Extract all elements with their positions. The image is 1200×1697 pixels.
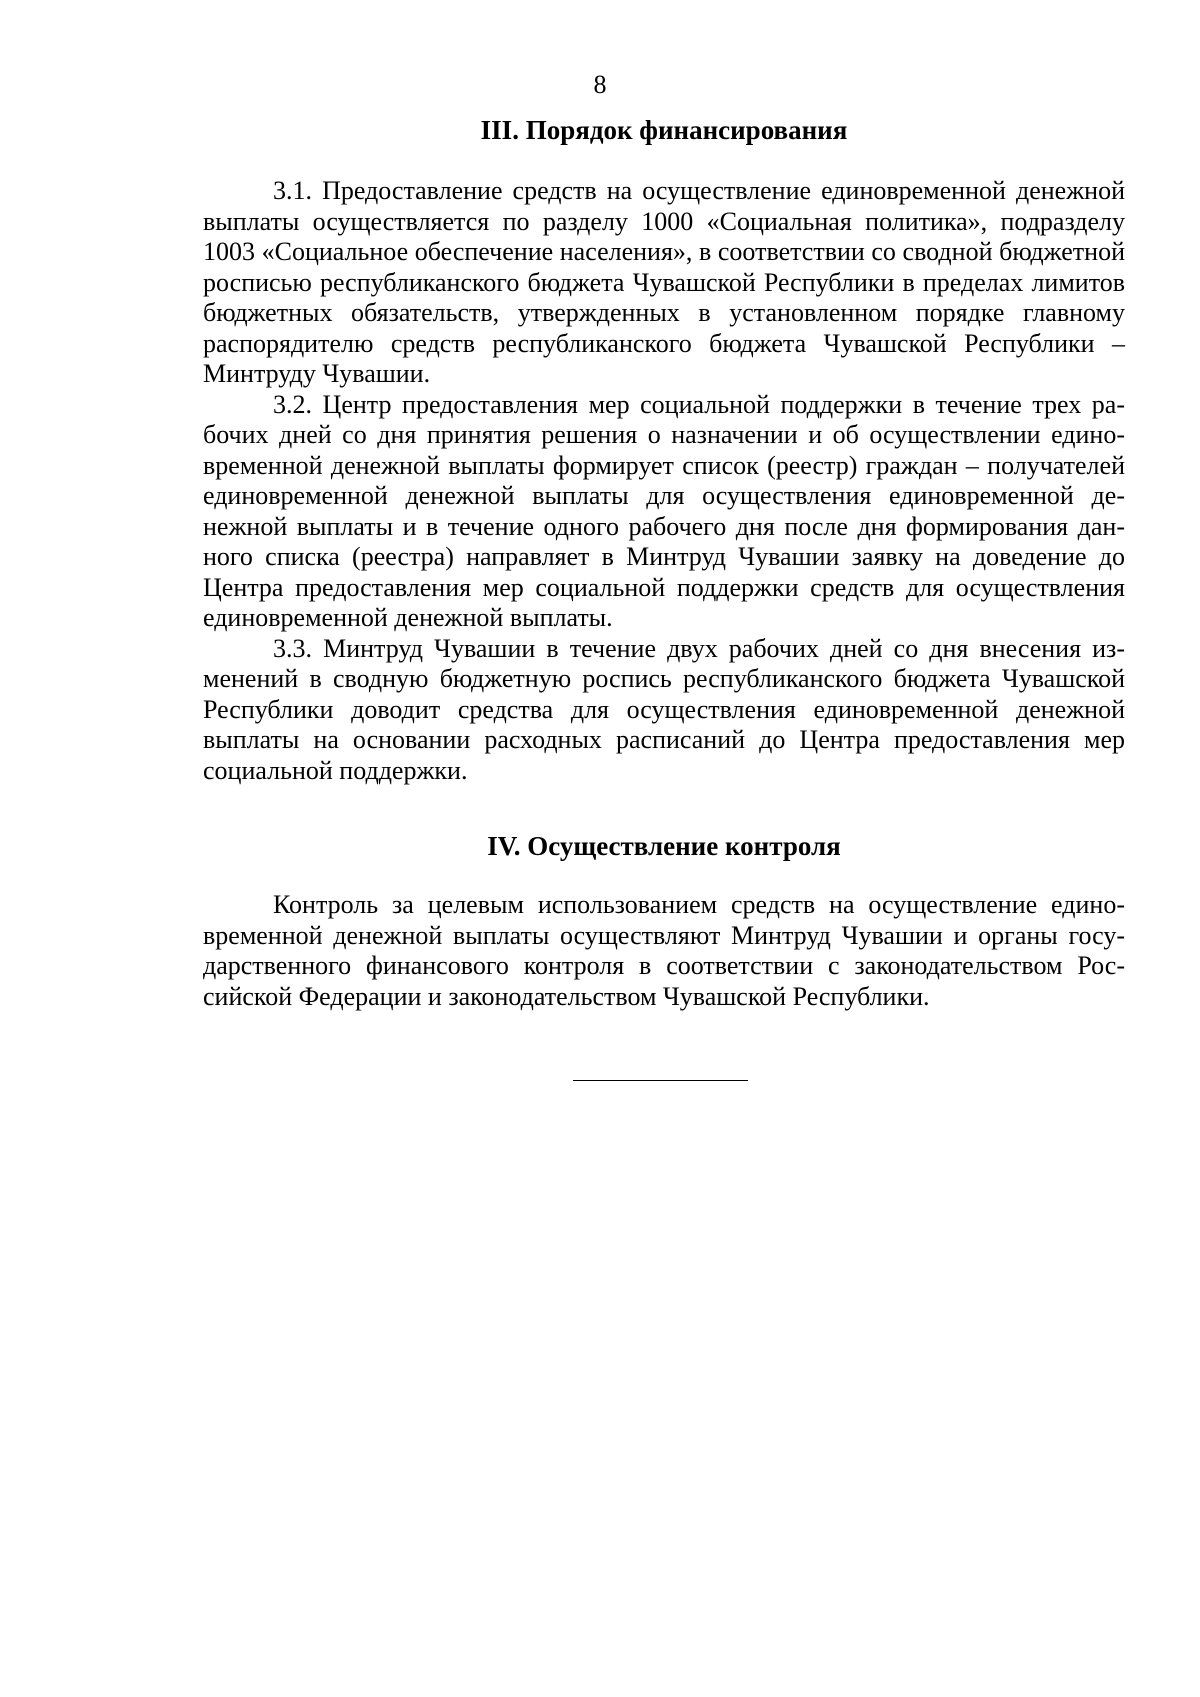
section-4-heading: IV. Осуществление контроля bbox=[487, 831, 841, 861]
paragraph-3-1: 3.1. Предоставление средств на осуществление единовременной денежной выплаты осуществляется по разделу 1000 «Социальная политика», подразделу 1003 «Социальное обеспечение населения», в соответствии со сводной бюджетной росписью республиканского бюджета Чувашской Республики в пределах лимитов бюджетных обязательств, утвержденных в установленном порядке главному распорядителю средств республиканского бюджета Чувашской Республики – Минтруду Чувашии. bbox=[203, 176, 1125, 388]
document-body bbox=[203, 114, 1125, 1012]
paragraph-3-2: 3.2. Центр предоставления мер социальной поддержки в течение трех рабочих дней со дня принятия решения о назначении и об осуществлении единовременной денежной выплаты формирует список (реестр) граждан – получателей единовременной денежной выплаты для осуществления единовременной денежной выплаты и в течение одного рабочего дня после дня формирования данного списка (реестра) направляет в Минтруд Чувашии заявку на доведение до Центра предоставления мер социальной поддержки средств для осуществления единовременной денежной выплаты. bbox=[203, 389, 1125, 632]
closing-divider bbox=[573, 1080, 748, 1081]
section-3-heading: III. Порядок финансирования bbox=[480, 115, 848, 145]
paragraph-3-3: 3.3. Минтруд Чувашии в течение двух рабочих дней со дня внесения изменений в сводную бюджетную роспись республиканского бюджета Чувашской Республики доводит средства для осуществления единовременной денежной выплаты на основании расходных расписаний до Центра предоставления мер социальной поддержки. bbox=[203, 633, 1125, 785]
page-number: 8 bbox=[593, 70, 607, 99]
paragraph-4-control: Контроль за целевым использованием средств на осуществление единовременной денежной выплаты осуществляют Минтруд Чувашии и органы государственного финансового контроля в соответствии с законодательством Российской Федерации и законодательством Чувашской Республики. bbox=[203, 890, 1125, 1011]
